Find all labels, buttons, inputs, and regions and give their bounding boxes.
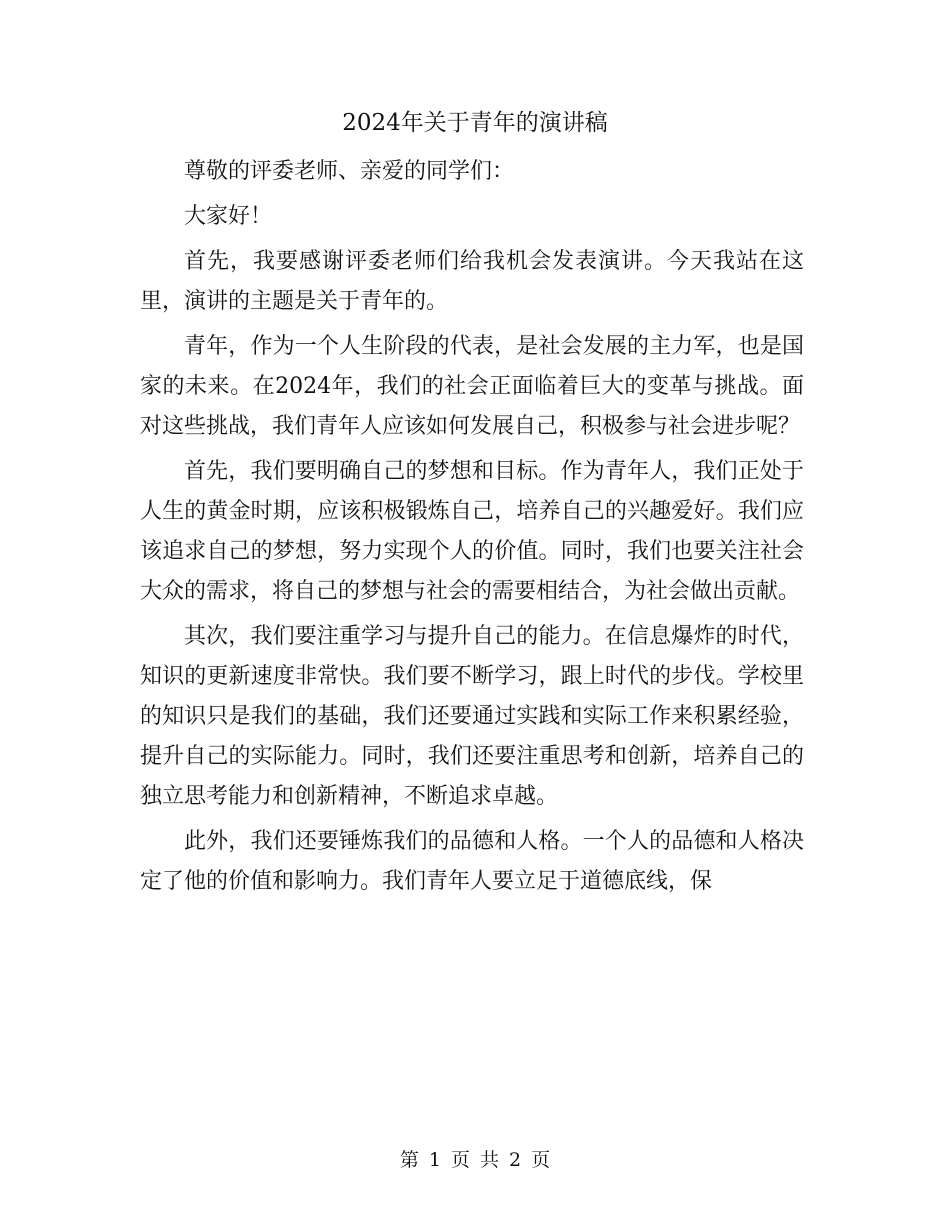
paragraph-youth: 青年，作为一个人生阶段的代表，是社会发展的主力军，也是国家的未来。在2024年，我们的社会正面临着巨大的变革与挑战。面对这些挑战，我们青年人应该如何发展自己，积极参与社会进步呢？ <box>140 334 804 439</box>
paragraph-intro: 首先，我要感谢评委老师们给我机会发表演讲。今天我站在这里，演讲的主题是关于青年的。 <box>140 249 804 314</box>
paragraph-greeting: 尊敬的评委老师、亲爱的同学们： <box>184 159 515 184</box>
document-title: 2024年关于青年的演讲稿 <box>342 110 608 136</box>
paragraph-hello: 大家好！ <box>184 204 273 229</box>
document-body <box>140 152 804 907</box>
page-number-footer: 第 1 页 共 2 页 <box>399 1149 551 1171</box>
paragraph-dreams: 首先，我们要明确自己的梦想和目标。作为青年人，我们正处于人生的黄金时期，应该积极锻炼自己，培养自己的兴趣爱好。我们应该追求自己的梦想，努力实现个人的价值。同时，我们也要关注社会大众的需求，将自己的梦想与社会的需要相结合，为社会做出贡献。 <box>140 459 804 604</box>
paragraph-character: 此外，我们还要锤炼我们的品德和人格。一个人的品德和人格决定了他的价值和影响力。我们青年人要立足于道德底线，保 <box>140 829 804 894</box>
paragraph-learning: 其次，我们要注重学习与提升自己的能力。在信息爆炸的时代，知识的更新速度非常快。我们要不断学习，跟上时代的步伐。学校里的知识只是我们的基础，我们还要通过实践和实际工作来积累经验，提升自己的实际能力。同时，我们还要注重思考和创新，培养自己的独立思考能力和创新精神，不断追求卓越。 <box>140 624 804 809</box>
